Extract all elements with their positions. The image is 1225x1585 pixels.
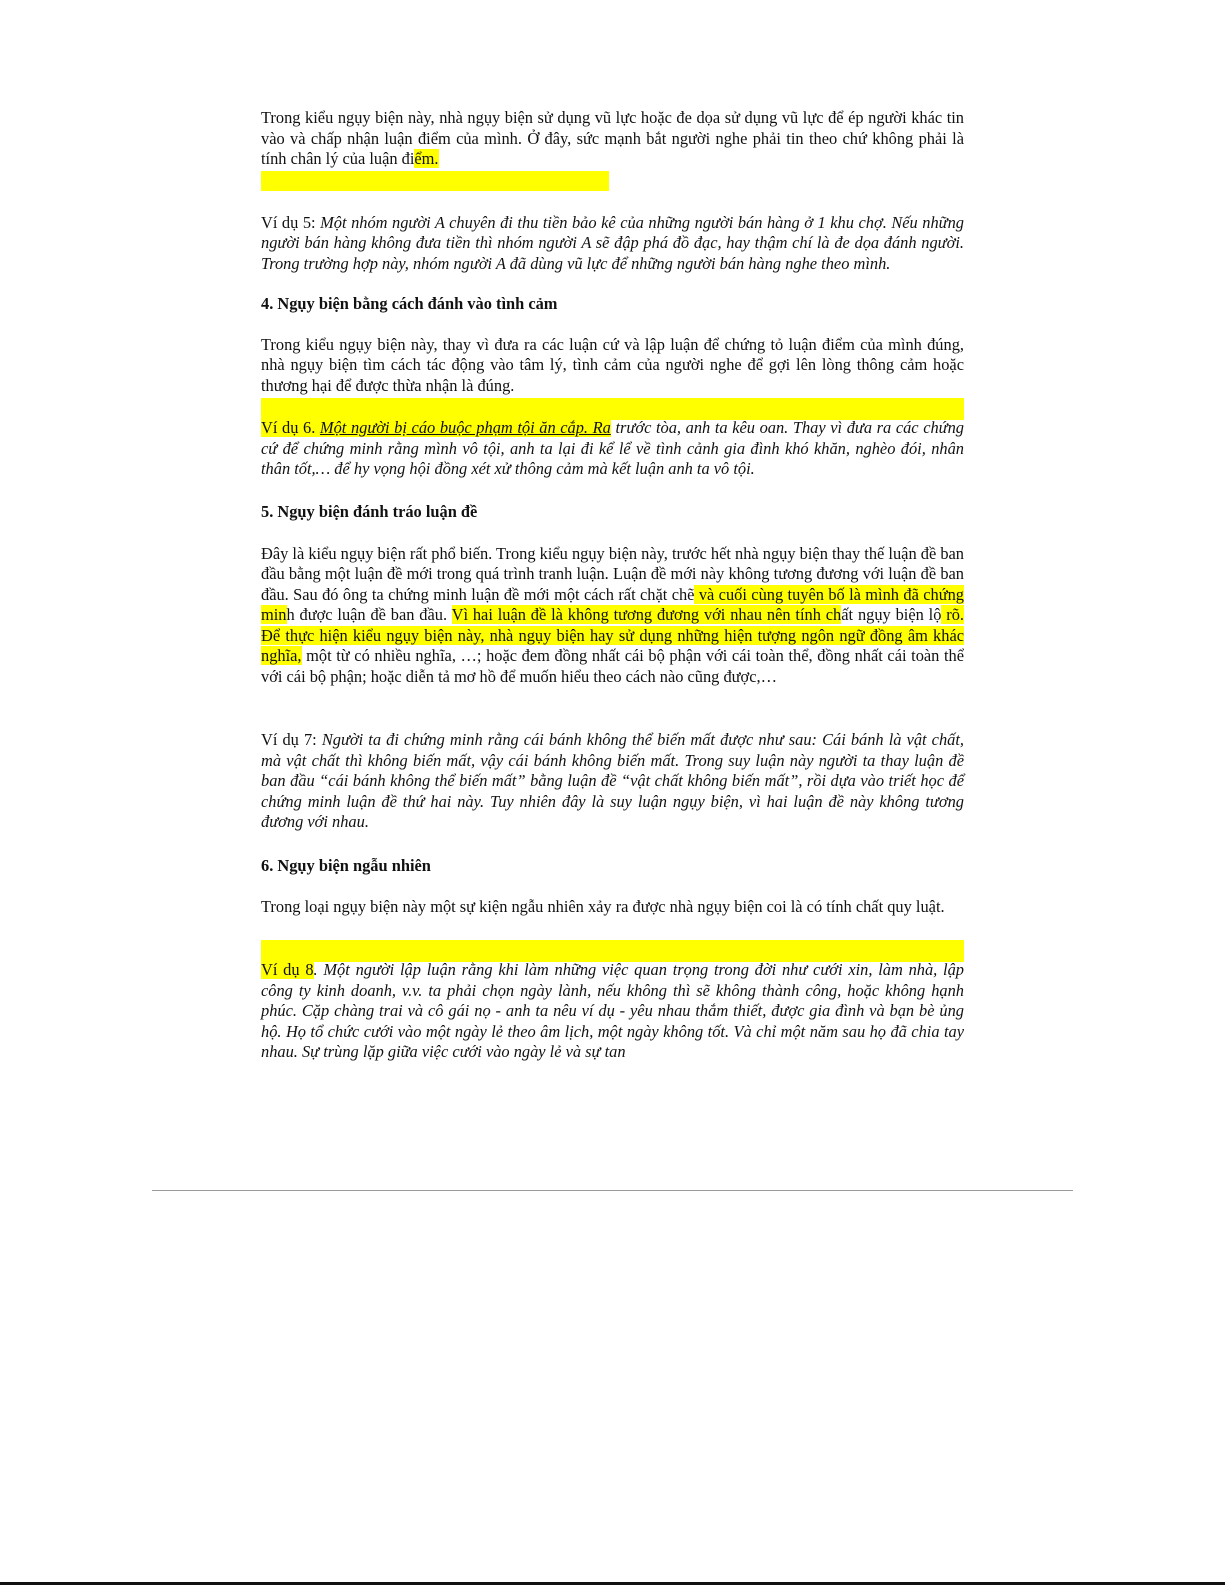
example-8-text: . Một người lập luận rằng khi làm những việc quan trọng trong đời như cưới xin, làm nhà, lập công ty kinh doanh, v.v. ta phải chọn ngày lành, nếu không thì sẽ không thành công, hoặc không hạnh phúc. Cặp chàng trai và cô gái nọ - anh ta nêu ví dụ - yêu nhau thắm thiết, được gia đình và bạn bè ủng hộ. Họ tổ chức cưới vào một ngày lẻ theo âm lịch, một ngày không tốt. Và chỉ một năm sau họ đã chia tay nhau. Sự trùng lặp giữa việc cưới vào ngày lẻ và sự tan: [261, 960, 964, 1061]
example-8: [261, 960, 964, 1063]
example-7-block: [261, 730, 964, 833]
highlight-bar-blank-3: [261, 940, 964, 962]
heading-4: 4. Ngụy biện bằng cách đánh vào tình cảm: [261, 294, 558, 313]
p3-highlight-d: Vì hai luận đề là không tương đương với nhau nên tính ch: [451, 605, 842, 624]
example-6-block: [261, 418, 964, 480]
p3-highlight-f: rõ. Để thực hiện kiểu ngụy biện này, nhà ngụy biện hay sử dụng những hiện tượng ngôn ngữ đồng âm khác nghĩa,: [261, 605, 964, 665]
example-5-label: Ví dụ 5:: [261, 212, 321, 232]
p3-text-e: ất ngụy biện lộ: [841, 605, 942, 624]
section-block-4: [261, 294, 964, 396]
highlight-bar-blank-2: [261, 398, 964, 420]
paragraph-force-text: Trong kiểu ngụy biện này, nhà ngụy biện sử dụng vũ lực hoặc đe dọa sử dụng vũ lực để ép người khác tin vào và chấp nhận luận điểm của mình. Ở đây, sức mạnh bắt người nghe phải tin theo chứ không phải là tính chân lý của luận đi: [261, 108, 964, 168]
section-block-5: [261, 502, 964, 687]
paragraph-emotion: Trong kiểu ngụy biện này, thay vì đưa ra các luận cứ và lập luận để chứng tỏ luận điểm của mình đúng, nhà ngụy biện tìm cách tác động vào tâm lý, tình cảm của người nghe để gợi lên lòng thông cảm hoặc thương hại để được thừa nhận là đúng.: [261, 334, 964, 395]
example-6-highlighted-text: Một người bị cáo buộc phạm tội ăn cắp. Ra: [319, 418, 611, 437]
example-8-block: [261, 960, 964, 1063]
heading-6: 6. Ngụy biện ngẫu nhiên: [261, 856, 431, 875]
p3-text-a: Đây là kiểu ngụy biện rất phổ biến. Trong kiểu ngụy biện này, trước hết nhà ngụy biện thay thế luận đề ban đầu bằng một luận đề mới trong quá trình tranh luận. Luận đề mới này không tương đương với luận đề ban đầu. Sau đó ông ta chứng minh luận đề mới một cách rất chặt chẽ: [261, 543, 964, 604]
example-6-text: trước tòa, anh ta kêu oan. Thay vì đưa ra các chứng cứ để chứng minh rằng mình vô tội, anh ta lại đi kể lể về tình cảnh gia đình khó khăn, nghèo đói, nhân thân tốt,… để hy vọng hội đồng xét xử thông cảm mà kết luận anh ta vô tội.: [261, 418, 964, 478]
paragraph-accident: Trong loại ngụy biện này một sự kiện ngẫu nhiên xảy ra được nhà ngụy biện coi là có tính chất quy luật.: [261, 896, 945, 916]
p3-text-g: một từ có nhiều nghĩa, …; hoặc đem đồng nhất cái bộ phận với cái toàn thể, đồng nhất cái toàn thể với cái bộ phận; hoặc diễn tả mơ hồ để muốn hiểu theo cách nào cũng được,…: [261, 646, 964, 686]
example-7-text: Người ta đi chứng minh rằng cái bánh không thể biến mất được như sau: Cái bánh là vật chất, mà vật chất thì không biến mất, vậy cái bánh không biến mất. Trong suy luận này người ta thay luận đề ban đầu “cái bánh không thể biến mất” bằng luận đề “vật chất không biến mất”, rồi dựa vào triết học để chứng minh luận đề thứ hai này. Tuy nhiên đây là suy luận ngụy biện, vì hai luận đề này không tương đương với nhau.: [261, 730, 965, 831]
page-divider: [152, 1190, 1073, 1191]
paragraph-force: [261, 108, 964, 170]
section-block-1: [261, 108, 964, 274]
example-5-text: Một nhóm người A chuyên đi thu tiền bảo kê của những người bán hàng ở 1 khu chợ. Nếu những người bán hàng không đưa tiền thì nhóm người A sẽ đập phá đồ đạc, hay thậm chí là đe dọa đánh người. Trong trường hợp này, nhóm người A đã dùng vũ lực để những người bán hàng nghe theo mình.: [261, 212, 964, 273]
example-6: [261, 418, 964, 480]
example-8-label: Ví dụ 8: [261, 960, 314, 979]
example-5: [261, 213, 964, 275]
p3-highlight-b: và cuối cùng tuyên bố là mình đã chứng min: [261, 584, 964, 624]
section-block-6: [261, 856, 964, 917]
example-6-label: Ví dụ 6.: [261, 418, 320, 437]
heading-5: 5. Ngụy biện đánh tráo luận đề: [261, 502, 478, 521]
example-7: [261, 730, 964, 833]
example-7-label: Ví dụ 7:: [261, 730, 322, 749]
p3-text-c: h được luận đề ban đầu.: [286, 605, 452, 624]
highlighted-text: ểm.: [414, 149, 439, 168]
paragraph-switch-thesis: [261, 544, 964, 688]
